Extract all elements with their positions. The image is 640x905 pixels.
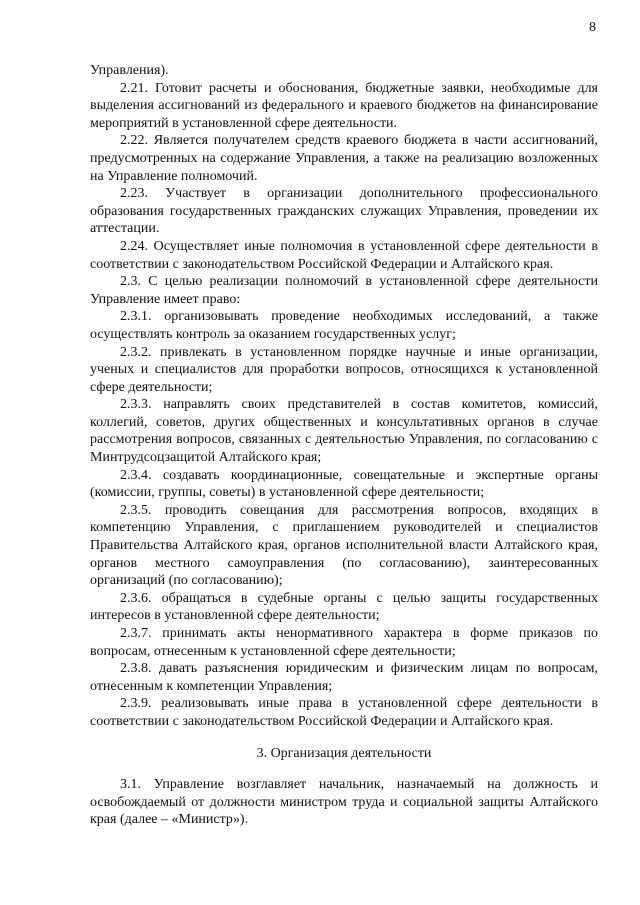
paragraph: 2.22. Является получателем средств краевого бюджета в части ассигнований, предусмотренных на содержание Управления, а также на реализацию возложенных на Управление полномочий. [90,133,598,184]
paragraph: 2.21. Готовит расчеты и обоснования, бюджетные заявки, необходимые для выделения ассигнований из федерального и краевого бюджетов на финансирование мероприятий в установленной сфере деятельности. [90,80,598,131]
paragraph: 2.3.9. реализовывать иные права в установленной сфере деятельности в соответствии с законодательством Российской Федерации и Алтайского края. [90,696,598,729]
paragraph: 2.3.5. проводить совещания для рассмотрения вопросов, входящих в компетенцию Управления, с приглашением руководителей и специалистов Правительства Алтайского края, органов исполнительной власти Алтайского края, органов местного самоуправления (по согласованию), заинтересованных организаций (по согласованию); [90,502,598,589]
paragraph: 3.1. Управление возглавляет начальник, назначаемый на должность и освобождаемый от должности министром труда и социальной защиты Алтайского края (далее – «Министр»). [90,777,598,828]
paragraph: 2.3.8. давать разъяснения юридическим и физическим лицам по вопросам, отнесенным к компетенции Управления; [90,661,598,694]
paragraph: 2.3.3. направлять своих представителей в состав комитетов, комиссий, коллегий, советов, других общественных и консультативных органов в случае рассмотрения вопросов, связанных с деятельностью Управления, по согласованию с Минтрудсоцзащитой Алтайского края; [90,397,598,466]
section-heading: 3. Организация деятельности [256,745,432,761]
paragraph: 2.3. С целью реализации полномочий в установленной сфере деятельности Управление имеет право: [90,274,598,307]
page-number: 8 [589,20,596,35]
paragraph: 2.3.6. обращаться в судебные органы с целью защиты государственных интересов в установленной сфере деятельности; [90,590,598,624]
document-body [90,62,598,829]
paragraph: 2.3.4. создавать координационные, совещательные и экспертные органы (комиссии, группы, советы) в установленной сфере деятельности; [90,467,598,501]
paragraphs-top [90,62,598,731]
paragraph: 2.3.2. привлекать в установленном порядке научные и иные организации, ученых и специалистов для проработки вопросов, относящихся к установленной сфере деятельности; [90,344,598,395]
paragraphs-bottom [90,776,598,829]
paragraph: 2.24. Осуществляет иные полномочия в установленной сфере деятельности в соответствии с законодательством Российской Федерации и Алтайского края. [90,238,598,272]
paragraph: 2.3.7. принимать акты ненормативного характера в форме приказов по вопросам, отнесенным к установленной сфере деятельности; [90,626,598,659]
paragraph: 2.3.1. организовывать проведение необходимых исследований, а также осуществлять контроль за оказанием государственных услуг; [90,309,598,342]
paragraph: 2.23. Участвует в организации дополнительного профессионального образования государственных гражданских служащих Управления, проведении их аттестации. [90,186,598,237]
paragraph: Управления). [90,63,169,78]
